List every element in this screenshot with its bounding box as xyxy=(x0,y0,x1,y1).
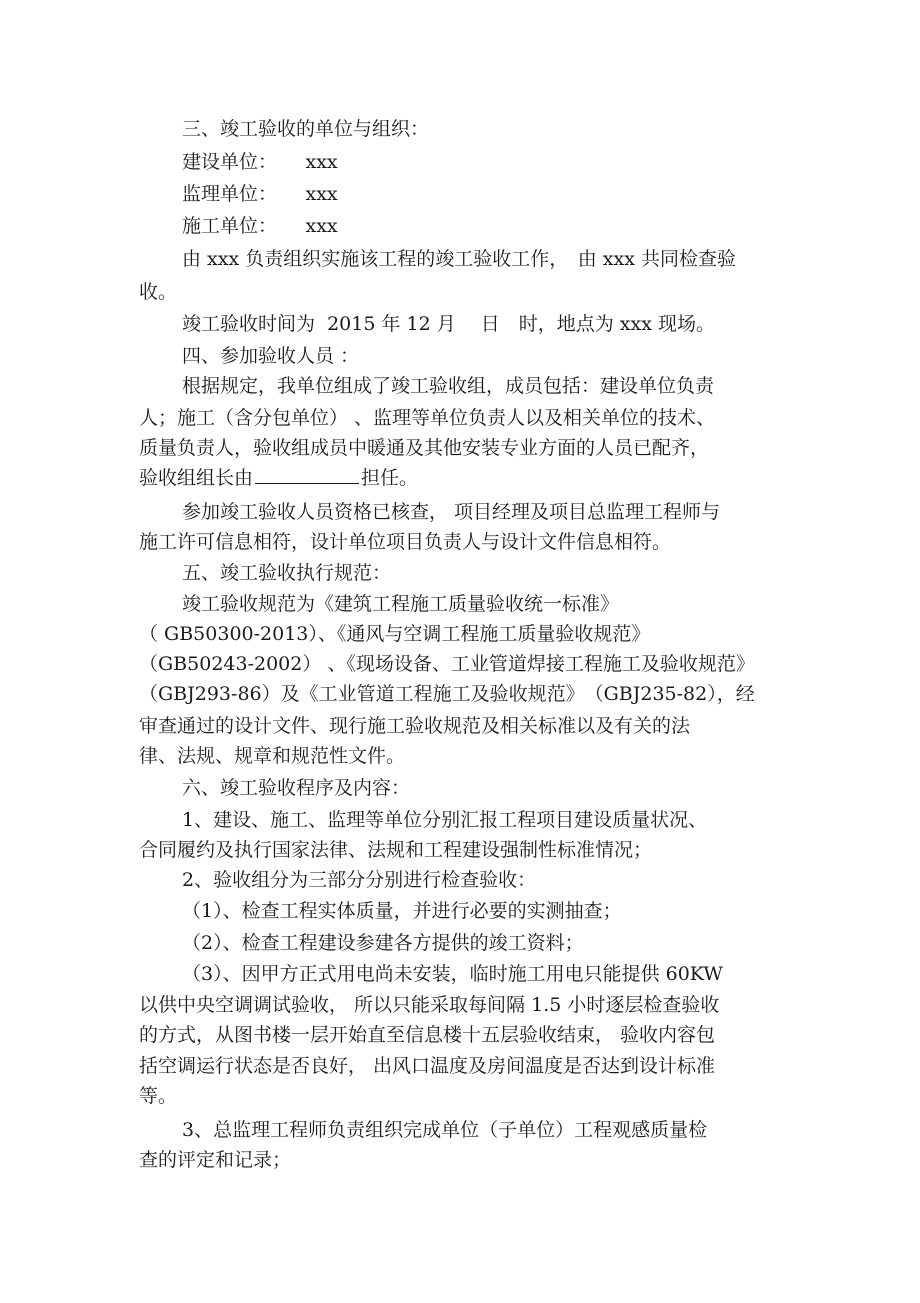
text-line: 收。 xyxy=(139,281,178,303)
text-line: 施工许可信息相符，设计单位项目负责人与设计文件信息相符。 xyxy=(139,531,672,553)
text-line: （ GB50300-2013）、《通风与空调工程施工质量验收规范》 xyxy=(139,623,651,645)
heading-section-6: 六、竣工验收程序及内容： xyxy=(182,777,411,799)
text-line: （3）、因甲方正式用电尚未安装，临时施工用电只能提供 60KW xyxy=(182,963,723,985)
text-line: （1）、检查工程实体质量，并进行必要的实测抽查； xyxy=(182,900,622,922)
text-line: 括空调运行状态是否良好， 出风口温度及房间温度是否达到设计标准 xyxy=(139,1055,716,1077)
text-line: 参加竣工验收人员资格已核查， 项目经理及项目总监理工程师与 xyxy=(182,501,721,523)
text-line: 竣工验收时间为 2015 年 12 月 日 时，地点为 xxx 现场。 xyxy=(182,313,715,335)
text-line: 建设单位： xxx xyxy=(182,151,338,173)
leader-blank xyxy=(255,469,359,484)
text-line: 3、总监理工程师负责组织完成单位（子单位）工程观感质量检 xyxy=(182,1119,708,1141)
leader-text: 验收组组长由 xyxy=(139,467,254,489)
heading-section-3: 三、竣工验收的单位与组织： xyxy=(182,118,430,140)
text-line: 1、建设、施工、监理等单位分别汇报工程项目建设质量状况、 xyxy=(182,809,708,831)
leader-suffix: 担任。 xyxy=(361,467,419,489)
text-line: 律、法规、规章和规范性文件。 xyxy=(139,745,406,767)
text-line: 的方式，从图书楼一层开始直至信息楼十五层验收结束， 验收内容包 xyxy=(139,1024,716,1046)
text-line xyxy=(139,466,418,490)
text-line: 查的评定和记录； xyxy=(139,1149,292,1171)
text-line: 审查通过的设计文件、现行施工验收规范及相关标准以及有关的法 xyxy=(139,715,691,737)
text-line: 合同履约及执行国家法律、法规和工程建设强制性标准情况； xyxy=(139,839,653,861)
text-line: （GBJ293-86）及《工业管道工程施工及验收规范》 （GBJ235-82），经 xyxy=(139,683,755,705)
text-line: 等。 xyxy=(139,1085,178,1107)
text-line: 以供中央空调调试验收， 所以只能采取每间隔 1.5 小时逐层检查验收 xyxy=(139,994,720,1016)
text-line: 质量负责人，验收组成员中暖通及其他安装专业方面的人员已配齐， xyxy=(139,437,710,459)
text-line: 由 xxx 负责组织实施该工程的竣工验收工作， 由 xxx 共同检查验 xyxy=(182,248,736,270)
text-line: 根据规定，我单位组成了竣工验收组，成员包括：建设单位负责 xyxy=(182,375,715,397)
text-line: 监理单位： xxx xyxy=(182,183,338,205)
text-line: 2、验收组分为三部分分别进行检查验收： xyxy=(182,869,537,891)
heading-section-4: 四、参加验收人员 ： xyxy=(182,345,360,367)
text-line: （GB50243-2002） 、《现场设备、工业管道焊接工程施工及验收规范》 xyxy=(139,653,755,675)
text-line: 人；施工（含分包单位） 、监理等单位负责人以及相关单位的技术、 xyxy=(139,407,716,429)
heading-section-5: 五、竣工验收执行规范： xyxy=(182,562,392,584)
text-line: 竣工验收规范为《建筑工程施工质量验收统一标准》 xyxy=(182,593,620,615)
text-line: 施工单位： xxx xyxy=(182,215,338,237)
text-line: （2）、检查工程建设参建各方提供的竣工资料； xyxy=(182,932,584,954)
